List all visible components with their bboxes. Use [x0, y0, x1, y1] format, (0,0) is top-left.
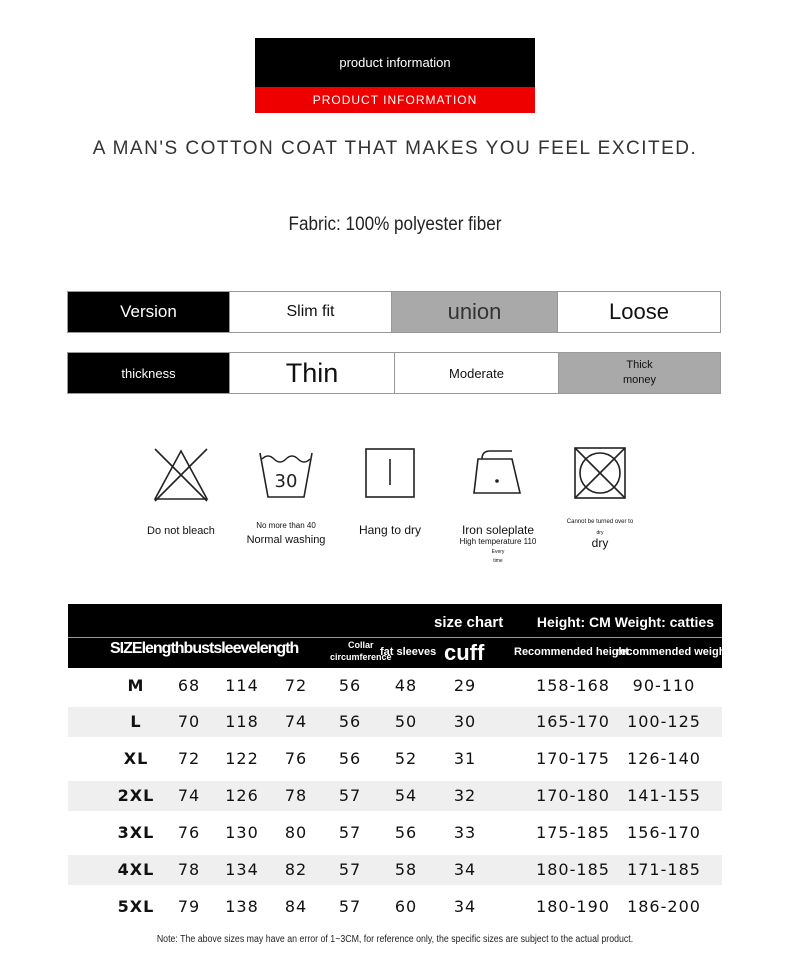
care-small-text: High temperature 110 — [459, 537, 537, 546]
table-cell: 118 — [225, 712, 259, 731]
table-cell: 74 — [284, 712, 308, 731]
table-cell: 114 — [225, 676, 259, 695]
table-row — [68, 781, 722, 811]
thickness-label: thickness — [68, 353, 230, 393]
table-row — [68, 671, 722, 701]
table-cell: 2XL — [117, 786, 155, 805]
table-row — [68, 818, 722, 848]
table-cell: 171-185 — [627, 860, 701, 879]
wash-30-icon — [256, 445, 316, 505]
version-option-union: union — [392, 292, 558, 332]
table-cell: 54 — [394, 786, 418, 805]
care-no-bleach — [121, 445, 241, 575]
col-recommended-weight: recommended weight — [616, 646, 730, 658]
table-cell: 165-170 — [536, 712, 610, 731]
header-divider — [68, 637, 722, 638]
care-hang-dry — [330, 445, 450, 575]
iron-icon — [468, 445, 528, 505]
table-cell: 126 — [225, 786, 259, 805]
table-cell: 84 — [284, 897, 308, 916]
table-cell: 138 — [225, 897, 259, 916]
table-cell: 60 — [394, 897, 418, 916]
col-recommended-height: Recommended height — [514, 646, 629, 658]
headline: A MAN'S COTTON COAT THAT MAKES YOU FEEL EXCITED. — [92, 138, 698, 159]
table-cell: 78 — [177, 860, 201, 879]
table-cell: 76 — [177, 823, 201, 842]
size-note: Note: The above sizes may have an error of 1~3CM, for reference only, the specific sizes are subject to the actual product. — [156, 934, 634, 945]
care-tiny-text: Every — [491, 549, 505, 555]
table-cell: 50 — [394, 712, 418, 731]
table-cell: M — [127, 676, 145, 695]
table-cell: 30 — [453, 712, 477, 731]
thickness-option-moderate: Moderate — [395, 353, 559, 393]
table-cell: 48 — [394, 676, 418, 695]
table-cell: 72 — [177, 749, 201, 768]
care-tiny-text: time — [493, 558, 503, 564]
table-cell: 5XL — [117, 897, 155, 916]
care-text: Normal washing — [246, 534, 326, 546]
size-chart-title: size chart — [434, 614, 504, 631]
version-option-loose: Loose — [609, 299, 669, 324]
table-cell: 141-155 — [627, 786, 701, 805]
table-cell: 52 — [394, 749, 418, 768]
product-info-banner — [255, 38, 535, 113]
table-cell: 70 — [177, 712, 201, 731]
table-cell: 57 — [338, 860, 362, 879]
no-tumble-dry-icon — [570, 445, 630, 505]
table-cell: 56 — [338, 676, 362, 695]
table-cell: 100-125 — [627, 712, 701, 731]
thickness-option-thick-money: Thick money — [559, 353, 720, 393]
version-option-slim-fit: Slim fit — [230, 292, 392, 332]
table-cell: 90-110 — [632, 676, 696, 695]
table-row — [68, 744, 722, 774]
table-row — [68, 855, 722, 885]
banner-title: product information — [255, 38, 535, 87]
table-cell: 80 — [284, 823, 308, 842]
table-row — [68, 892, 722, 922]
table-cell: 57 — [338, 897, 362, 916]
table-cell: 72 — [284, 676, 308, 695]
col-cuff: cuff — [444, 640, 485, 665]
table-cell: 56 — [394, 823, 418, 842]
svg-text:30: 30 — [274, 471, 298, 492]
table-cell: 180-190 — [536, 897, 610, 916]
care-normal-washing — [226, 445, 346, 575]
table-cell: 57 — [338, 823, 362, 842]
table-row — [68, 707, 722, 737]
table-cell: 122 — [225, 749, 259, 768]
table-cell: 186-200 — [627, 897, 701, 916]
table-cell: 34 — [453, 897, 477, 916]
table-cell: 68 — [177, 676, 201, 695]
table-cell: 74 — [177, 786, 201, 805]
care-text: Iron soleplate — [461, 523, 535, 537]
table-cell: 31 — [453, 749, 477, 768]
table-cell: 76 — [284, 749, 308, 768]
table-cell: 3XL — [117, 823, 155, 842]
table-cell: 32 — [453, 786, 477, 805]
table-cell: 58 — [394, 860, 418, 879]
table-cell: 56 — [338, 749, 362, 768]
table-cell: 170-180 — [536, 786, 610, 805]
table-cell: 175-185 — [536, 823, 610, 842]
care-small-text: Cannot be turned over to — [566, 519, 634, 525]
table-cell: 170-175 — [536, 749, 610, 768]
thickness-option-thin: Thin — [230, 353, 395, 393]
table-cell: 34 — [453, 860, 477, 879]
hang-dry-icon — [360, 445, 420, 505]
table-cell: 4XL — [117, 860, 155, 879]
table-cell: 126-140 — [627, 749, 701, 768]
care-text: Do not bleach — [147, 525, 215, 537]
table-cell: 29 — [453, 676, 477, 695]
version-label: Version — [68, 292, 230, 332]
no-bleach-icon — [151, 445, 211, 505]
thickness-row — [67, 352, 721, 394]
care-text: Hang to dry — [358, 523, 422, 537]
care-tiny-text: dry — [596, 530, 604, 536]
size-chart-header — [68, 604, 730, 668]
version-row — [67, 291, 721, 333]
table-cell: XL — [123, 749, 149, 768]
table-cell: 33 — [453, 823, 477, 842]
banner-subtitle: PRODUCT INFORMATION — [255, 87, 535, 113]
table-cell: 56 — [338, 712, 362, 731]
table-cell: 79 — [177, 897, 201, 916]
care-small-text: No more than 40 — [256, 521, 316, 530]
table-cell: 156-170 — [627, 823, 701, 842]
col-fat-sleeves: fat sleeves — [380, 646, 437, 658]
col-collar: Collar circumference — [330, 640, 392, 662]
care-text: dry — [591, 536, 609, 550]
table-cell: 134 — [225, 860, 259, 879]
table-cell: 180-185 — [536, 860, 610, 879]
table-cell: 82 — [284, 860, 308, 879]
fabric-info: Fabric: 100% polyester fiber — [288, 214, 502, 235]
table-cell: 158-168 — [536, 676, 610, 695]
table-cell: L — [130, 712, 142, 731]
height-weight-units: Height: CM Weight: catties — [536, 614, 714, 630]
table-cell: 130 — [225, 823, 259, 842]
table-cell: 57 — [338, 786, 362, 805]
col-size-length-bust-sleeve: SIZElengthbustsleevelength — [110, 640, 299, 657]
care-no-tumble-dry — [540, 445, 660, 575]
table-cell: 78 — [284, 786, 308, 805]
